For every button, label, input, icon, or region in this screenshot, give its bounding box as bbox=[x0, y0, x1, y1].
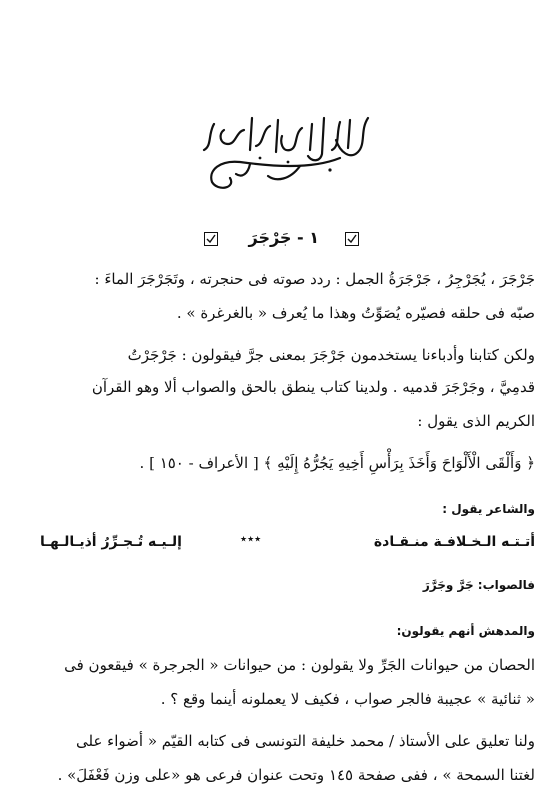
paragraph-2-line-3: الكريم الذى يقول : bbox=[417, 412, 535, 430]
correct-usage: فالصواب: جَرَّ وجَرَّرَ bbox=[422, 578, 535, 592]
paragraph-4-line-1: ولنا تعليق على الأستاذ / محمد خليفة التونسى فى كتابه القيّم « أضواء على bbox=[75, 732, 535, 750]
section-heading bbox=[0, 228, 555, 254]
paragraph-4-line-2: لغتنا السمحة » ، ففى صفحة ١٤٥ وتحت عنوان فرعى هو «على وزن فَعْفَلَ» . bbox=[57, 766, 535, 784]
paragraph-2-line-2: قدمِيَّ ، وجَرْجَرَ قدميه . ولدينا كتاب ينطق بالحق والصواب ألا وهو القرآن bbox=[91, 378, 535, 396]
paragraph-1-line-1: جَرْجَرَ ، يُجَرْجِرُ ، جَرْجَرَةُ الجمل : ردد صوته فى حنجرته ، وتَجَرْجَرَ الماءَ : bbox=[94, 270, 535, 288]
paragraph-1-line-2: صبّه فى حلقه فصيّره يُصَوِّتُ وهذا ما يُعرف « بالغرغرة » . bbox=[176, 304, 535, 322]
quran-verse: ﴿ وَأَلْقَى الْأَلْوَاحَ وَأَخَذَ بِرَأْسِ أَخِيهِ يَجُرُّهُ إِلَيْهِ ﴾ [ الأعراف - ١٥٠ ] . bbox=[139, 454, 535, 472]
poet-intro: والشاعر يقول : bbox=[442, 502, 535, 516]
heading-title: ١ - جَرْجَرَ bbox=[248, 228, 319, 247]
checkbox-check-icon bbox=[204, 232, 218, 246]
verse-second-hemistich: إلـيـه تُـجـرِّرُ أذيـالـهـا bbox=[40, 534, 182, 550]
verse-first-hemistich: أتـتـه الـخـلافـة منـقـادة bbox=[373, 534, 535, 550]
surprise-note: والمدهش أنهم يقولون: bbox=[396, 624, 535, 638]
paragraph-3-line-1: الحصان من حيوانات الجَرِّ ولا يقولون : من حيوانات « الجرجرة » فيقعون فى bbox=[64, 656, 535, 674]
basmala-calligraphy bbox=[190, 100, 380, 200]
poetry-verse bbox=[40, 532, 535, 558]
checkbox-check-icon bbox=[345, 232, 359, 246]
paragraph-2-line-1: ولكن كتابنا وأدباءنا يستخدمون جَرْجَرَ بمعنى جرَّ فيقولون : جَرْجَرْتُ bbox=[127, 346, 535, 364]
paragraph-3-line-2: « ثنائية » عجيبة فالجر صواب ، فكيف لا يعملونه أينما وقع ؟ . bbox=[160, 690, 535, 708]
verse-separator: ٭٭٭ bbox=[240, 532, 262, 547]
